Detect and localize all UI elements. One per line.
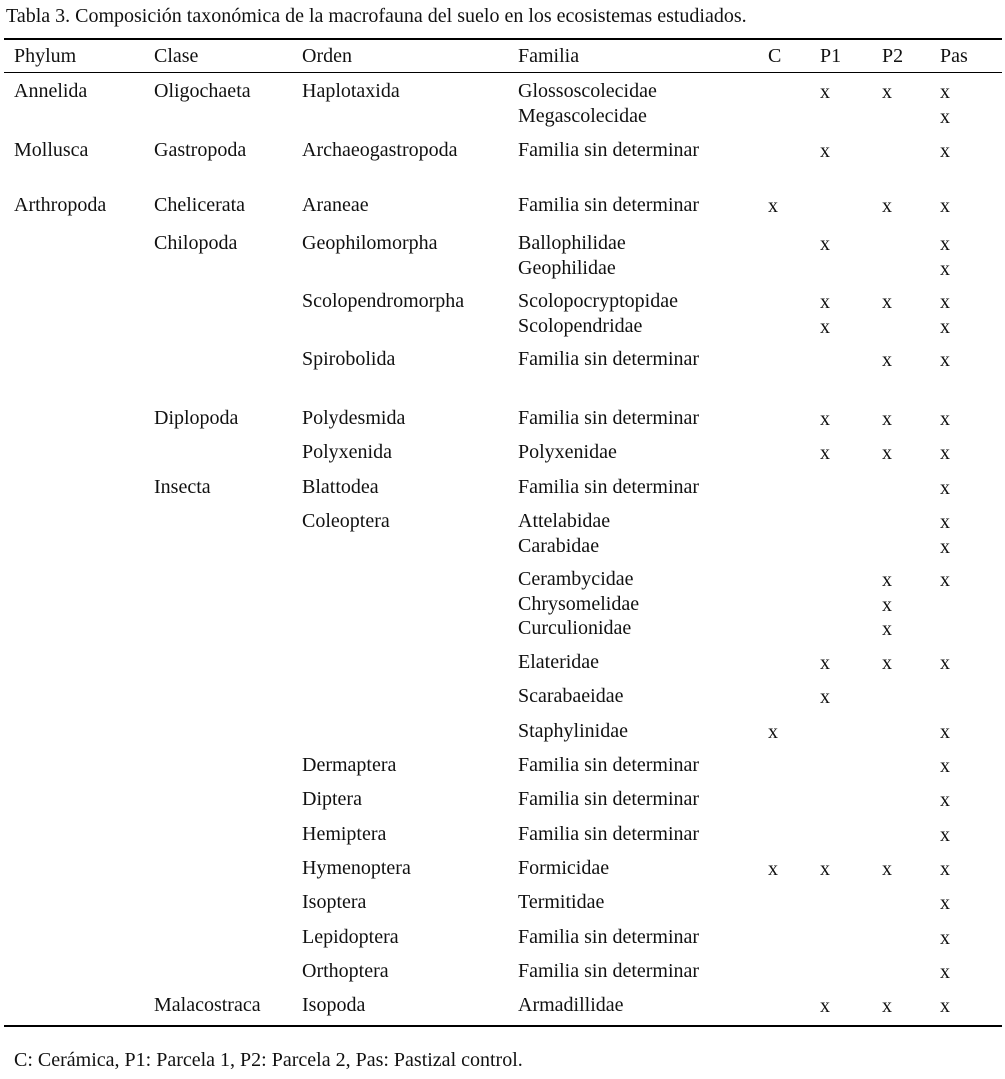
- row-familia: Familia sin determinar: [518, 407, 700, 429]
- row-familia: Staphylinidae: [518, 720, 628, 742]
- row-clase: Insecta: [154, 476, 211, 498]
- row-orden: Hymenoptera: [302, 857, 411, 879]
- presence-mark-pas: x: [940, 349, 950, 371]
- presence-mark-p1: x: [820, 442, 830, 464]
- row-orden: Scolopendromorpha: [302, 290, 465, 312]
- presence-mark-p1: x: [820, 291, 830, 313]
- header-clase: Clase: [154, 45, 199, 67]
- row-orden: Diptera: [302, 788, 362, 810]
- row-familia: Familia sin determinar: [518, 960, 700, 982]
- presence-mark-p2: x: [882, 652, 892, 674]
- table-header-rule: [4, 72, 1002, 73]
- presence-mark-pas: x: [940, 315, 950, 338]
- presence-mark-pas: x: [940, 291, 950, 313]
- presence-mark-pas: x: [940, 961, 950, 983]
- presence-mark-pas: x: [940, 892, 950, 914]
- row-orden: Blattodea: [302, 476, 379, 498]
- row-familia: Familia sin determinar: [518, 139, 700, 161]
- presence-mark-p1: x: [820, 408, 830, 430]
- table-caption: Tabla 3. Composición taxonómica de la macrofauna del suelo en los ecosistemas estudiados.: [6, 5, 747, 27]
- presence-mark-p1: x: [820, 233, 830, 255]
- row-phylum: Arthropoda: [14, 194, 107, 216]
- row-familia: Familia sin determinar: [518, 926, 700, 948]
- presence-mark-pas: x: [940, 995, 950, 1017]
- row-orden: Geophilomorpha: [302, 232, 438, 254]
- row-orden: Haplotaxida: [302, 80, 400, 102]
- presence-mark-p1: x: [820, 858, 830, 880]
- presence-mark-p1: x: [820, 140, 830, 162]
- header-familia: Familia: [518, 45, 580, 67]
- presence-mark-pas: x: [940, 535, 950, 558]
- presence-mark-pas: x: [940, 81, 950, 103]
- presence-mark-p1: x: [820, 81, 830, 103]
- presence-mark-p2: x: [882, 569, 892, 591]
- presence-mark-c: x: [768, 858, 778, 880]
- presence-mark-c: x: [768, 721, 778, 743]
- row-familia: Formicidae: [518, 857, 610, 879]
- presence-mark-p1: x: [820, 686, 830, 708]
- row-orden: Araneae: [302, 194, 369, 216]
- row-familia: Scolopendridae: [518, 314, 643, 337]
- row-familia: Polyxenidae: [518, 441, 617, 463]
- row-orden: Polyxenida: [302, 441, 392, 463]
- row-orden: Spirobolida: [302, 348, 396, 370]
- row-familia: Chrysomelidae: [518, 592, 640, 615]
- presence-mark-pas: x: [940, 824, 950, 846]
- presence-mark-p2: x: [882, 618, 892, 640]
- row-familia: Familia sin determinar: [518, 348, 700, 370]
- row-familia: Ballophilidae: [518, 232, 626, 254]
- presence-mark-pas: x: [940, 789, 950, 811]
- presence-mark-pas: x: [940, 140, 950, 162]
- presence-mark-pas: x: [940, 105, 950, 128]
- presence-mark-pas: x: [940, 233, 950, 255]
- presence-mark-pas: x: [940, 408, 950, 430]
- row-familia: Familia sin determinar: [518, 823, 700, 845]
- presence-mark-pas: x: [940, 511, 950, 533]
- row-orden: Archaeogastropoda: [302, 139, 458, 161]
- row-orden: Orthoptera: [302, 960, 389, 982]
- row-clase: Chelicerata: [154, 194, 246, 216]
- presence-mark-pas: x: [940, 755, 950, 777]
- presence-mark-pas: x: [940, 927, 950, 949]
- presence-mark-pas: x: [940, 442, 950, 464]
- row-familia: Carabidae: [518, 534, 600, 557]
- row-orden: Polydesmida: [302, 407, 406, 429]
- presence-mark-pas: x: [940, 652, 950, 674]
- row-familia: Megascolecidae: [518, 104, 647, 127]
- row-familia: Geophilidae: [518, 256, 616, 279]
- table-footnote: C: Cerámica, P1: Parcela 1, P2: Parcela 2, Pas: Pastizal control.: [14, 1049, 523, 1071]
- row-orden: Isopoda: [302, 994, 366, 1016]
- row-phylum: Mollusca: [14, 139, 89, 161]
- presence-mark-pas: x: [940, 477, 950, 499]
- row-familia: Glossoscolecidae: [518, 80, 657, 102]
- row-clase: Oligochaeta: [154, 80, 251, 102]
- row-clase: Malacostraca: [154, 994, 261, 1016]
- presence-mark-p2: x: [882, 349, 892, 371]
- row-familia: Familia sin determinar: [518, 194, 700, 216]
- presence-mark-p2: x: [882, 442, 892, 464]
- presence-mark-pas: x: [940, 195, 950, 217]
- presence-mark-p2: x: [882, 593, 892, 616]
- header-c: C: [768, 45, 782, 67]
- row-clase: Chilopoda: [154, 232, 238, 254]
- presence-mark-pas: x: [940, 257, 950, 280]
- presence-mark-p1: x: [820, 315, 830, 338]
- presence-mark-pas: x: [940, 569, 950, 591]
- row-orden: Coleoptera: [302, 510, 390, 532]
- presence-mark-pas: x: [940, 721, 950, 743]
- row-phylum: Annelida: [14, 80, 88, 102]
- row-familia: Armadillidae: [518, 994, 624, 1016]
- row-orden: Hemiptera: [302, 823, 387, 845]
- table-bottom-rule: [4, 1025, 1002, 1027]
- row-orden: Lepidoptera: [302, 926, 399, 948]
- header-orden: Orden: [302, 45, 352, 67]
- row-familia: Curculionidae: [518, 617, 632, 639]
- presence-mark-p1: x: [820, 652, 830, 674]
- row-familia: Scarabaeidae: [518, 685, 624, 707]
- row-orden: Dermaptera: [302, 754, 397, 776]
- row-familia: Familia sin determinar: [518, 754, 700, 776]
- header-pas: Pas: [940, 45, 968, 67]
- presence-mark-p2: x: [882, 81, 892, 103]
- presence-mark-p2: x: [882, 195, 892, 217]
- row-familia: Familia sin determinar: [518, 788, 700, 810]
- row-familia: Elateridae: [518, 651, 600, 673]
- presence-mark-p2: x: [882, 995, 892, 1017]
- row-familia: Familia sin determinar: [518, 476, 700, 498]
- presence-mark-p2: x: [882, 291, 892, 313]
- row-orden: Isoptera: [302, 891, 367, 913]
- row-clase: Diplopoda: [154, 407, 239, 429]
- header-p2: P2: [882, 45, 904, 67]
- presence-mark-pas: x: [940, 858, 950, 880]
- presence-mark-c: x: [768, 195, 778, 217]
- header-phylum: Phylum: [14, 45, 77, 67]
- row-familia: Cerambycidae: [518, 568, 634, 590]
- row-familia: Attelabidae: [518, 510, 611, 532]
- row-familia: Termitidae: [518, 891, 605, 913]
- presence-mark-p2: x: [882, 858, 892, 880]
- table-top-rule: [4, 38, 1002, 40]
- presence-mark-p2: x: [882, 408, 892, 430]
- row-clase: Gastropoda: [154, 139, 247, 161]
- presence-mark-p1: x: [820, 995, 830, 1017]
- header-p1: P1: [820, 45, 842, 67]
- row-familia: Scolopocryptopidae: [518, 290, 678, 312]
